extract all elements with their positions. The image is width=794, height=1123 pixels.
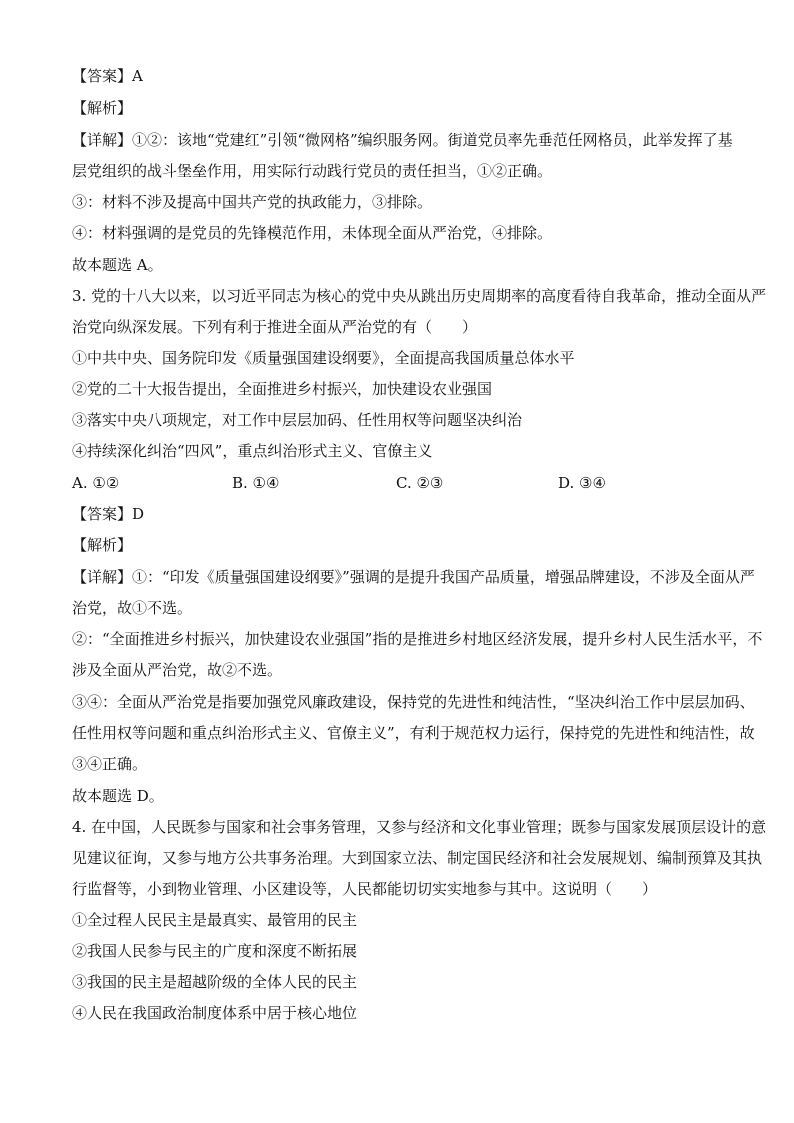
question-4-stem: 见建议征询，又参与地方公共事务治理。大到国家立法、制定国民经济和社会发展规划、编制预算及其执 xyxy=(72,849,763,867)
option-a: A. ①② xyxy=(72,474,120,492)
detail-line: 涉及全面从严治党，故②不选。 xyxy=(72,661,283,679)
conclusion-line: 故本题选 D。 xyxy=(72,787,164,805)
statement-3: ③我国的民主是超越阶级的全体人民的民主 xyxy=(72,973,358,991)
answer-label: 【答案】A xyxy=(72,67,143,85)
question-4-stem: 4. 在中国，人民既参与国家和社会事务管理，又参与经济和文化事业管理；既参与国家发展顶层设计的意 xyxy=(72,818,767,836)
conclusion-line: 故本题选 A。 xyxy=(72,256,163,274)
question-3-stem: 治党向纵深发展。下列有利于推进全面从严治党的有（ ） xyxy=(72,318,478,336)
statement-4: ④人民在我国政治制度体系中居于核心地位 xyxy=(72,1004,358,1022)
statement-3: ③落实中央八项规定，对工作中层层加码、任性用权等问题坚决纠治 xyxy=(72,411,523,429)
detail-line: 层党组织的战斗堡垒作用，用实际行动践行党员的责任担当，①②正确。 xyxy=(72,162,553,180)
detail-line: ③④：全面从严治党是指要加强党风廉政建设，保持党的先进性和纯洁性，“坚决纠治工作中层层加码、 xyxy=(72,693,755,711)
statement-2: ②我国人民参与民主的广度和深度不断拓展 xyxy=(72,942,358,960)
option-d: D. ③④ xyxy=(558,474,606,492)
statement-1: ①全过程人民民主是最真实、最管用的民主 xyxy=(72,911,358,929)
question-3-stem: 3. 党的十八大以来，以习近平同志为核心的党中央从跳出历史周期率的高度看待自我革命，推动全面从严 xyxy=(72,287,767,305)
detail-line: 【详解】①②：该地“党建红”引领“微网格”编织服务网。街道党员率先垂范任网格员，此举发挥了基 xyxy=(72,131,733,149)
detail-line: 【详解】①：“印发《质量强国建设纲要》”强调的是提升我国产品质量，增强品牌建设，不涉及全面从严 xyxy=(72,568,755,586)
detail-line: ②：“全面推进乡村振兴，加快建设农业强国”指的是推进乡村地区经济发展，提升乡村人民生活水平，不 xyxy=(72,630,763,648)
detail-line: 治党，故①不选。 xyxy=(72,599,193,617)
answer-label: 【答案】D xyxy=(72,505,145,523)
option-c: C. ②③ xyxy=(396,474,444,492)
analysis-label: 【解析】 xyxy=(72,99,133,117)
question-4-stem: 行监督等，小到物业管理、小区建设等，人民都能切切实实地参与其中。这说明（ ） xyxy=(72,880,658,898)
detail-line: 任性用权等问题和重点纠治形式主义、官僚主义”，有利于规范权力运行，保持党的先进性和纯洁性，故 xyxy=(72,724,755,742)
detail-line: ④：材料强调的是党员的先锋模范作用，未体现全面从严治党，④排除。 xyxy=(72,224,553,242)
detail-line: ③：材料不涉及提高中国共产党的执政能力，③排除。 xyxy=(72,193,433,211)
option-b: B. ①④ xyxy=(232,474,280,492)
statement-4: ④持续深化纠治“四风”，重点纠治形式主义、官僚主义 xyxy=(72,442,433,460)
analysis-label: 【解析】 xyxy=(72,536,133,554)
detail-line: ③④正确。 xyxy=(72,755,148,773)
statement-2: ②党的二十大报告提出，全面推进乡村振兴，加快建设农业强国 xyxy=(72,380,493,398)
statement-1: ①中共中央、国务院印发《质量强国建设纲要》，全面提高我国质量总体水平 xyxy=(72,349,575,367)
